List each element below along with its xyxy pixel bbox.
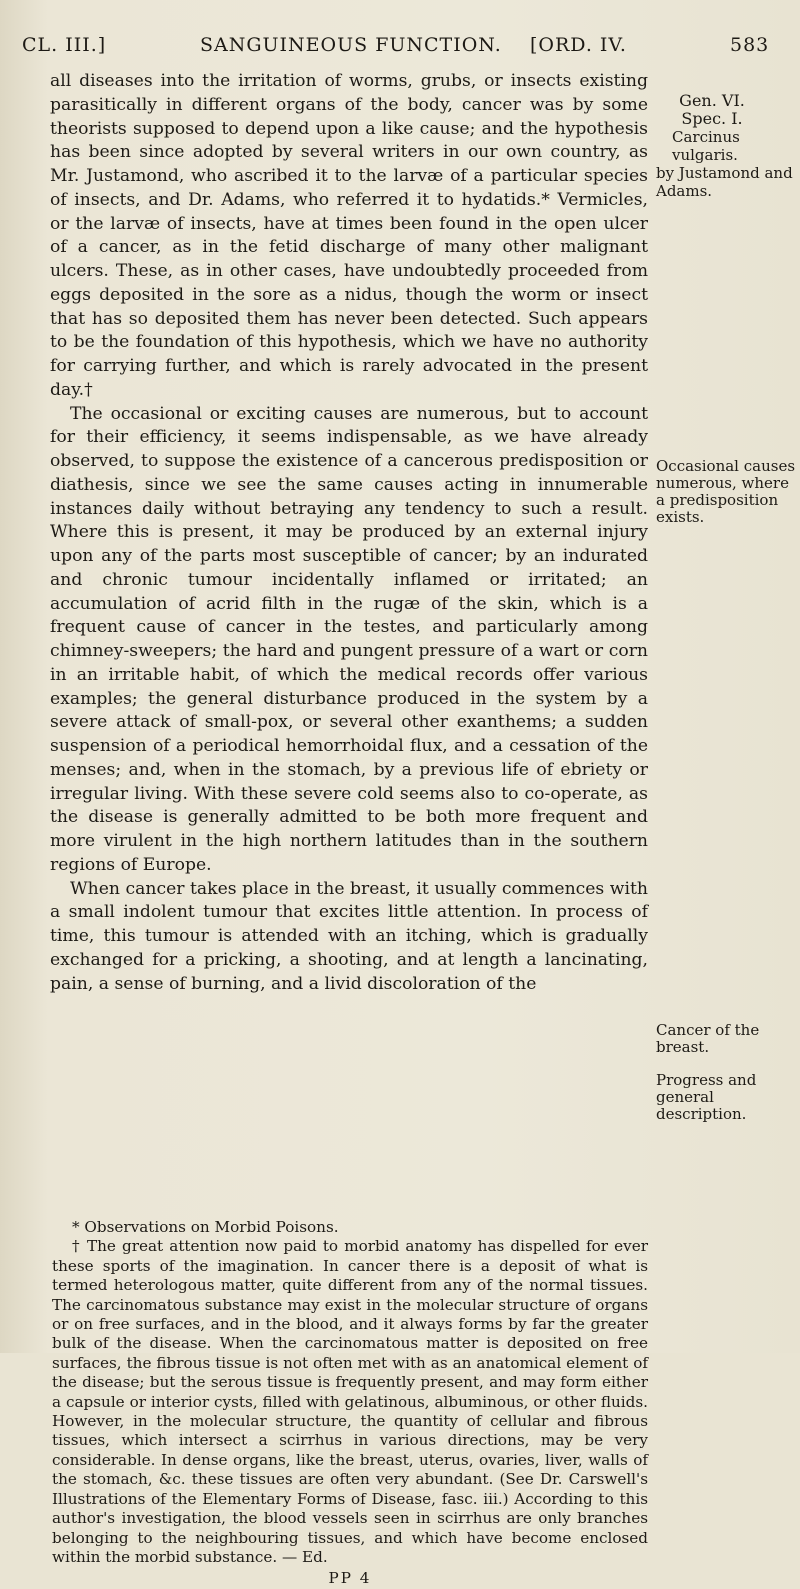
paragraph-hypothesis: all diseases into the irritation of worms, grubs, or insects existing parasitically in different organs of the body, cancer was by some theorists supposed to depend upon a like cause; and the hypothesis has been since adopted by several writers in our own country, as Mr. Justamond, who ascribed it to the larvæ of a particular species of insects, and Dr. Adams, who referred it to hydatids.* Vermicles, or the larvæ of insects, have at times been found in the open ulcer of a cancer, as in the fetid discharge of many other malignant ulcers. These, as in other cases, have undoubtedly proceeded from eggs deposited in the sore as a nidus, though the worm or insect that has so deposited them has never been detected. Such appears to be the foundation of this hypothesis, which we have no authority for carrying further, and which is rarely advocated in the present day.† — [50, 71, 648, 400]
running-header — [22, 34, 792, 64]
paragraph-breast-cancer: When cancer takes place in the breast, it usually commences with a small indolent tumour that excites little attention. In process of time, this tumour is attended with an itching, which is gradually exchanged for a pricking, a shooting, and at length a lancinating, pain, a sense of burning, and a livid discoloration of the — [50, 878, 648, 994]
footnote-1: * Observations on Morbid Poisons. — [72, 1218, 339, 1236]
margin-gen: Gen. VI. — [679, 91, 745, 110]
margin-species-block — [656, 128, 800, 200]
header-class: CL. III.] — [22, 34, 107, 56]
paragraph-occasional-causes: The occasional or exciting causes are numerous, but to account for their efficiency, it seems indispensable, as we have already observed, to suppose the existence of a cancerous predisposition or diathesis, since we see the same causes acting in innumerable instances daily without betraying any tendency to such a result. Where this is present, it may be produced by an external injury upon any of the parts most susceptible of cancer; by an indurated and chronic tumour incidentally inflamed or irritated; an accumulation of acrid filth in the rugæ of the skin, which is a frequent cause of cancer in the testes, and particularly among chimney-sweepers; the hard and pungent pressure of a wart or corn in an irritable habit, of which the medical records offer various examples; the general disturbance produced in the system by a severe attack of small-pox, or several other exanthems; a sudden suspension of a periodical hemorrhoidal flux, and a cessation of the menses; and, when in the stomach, by a previous life of ebriety or irregular living. With these severe cold seems also to co-operate, as the disease is generally admitted to be both more frequent and more virulent in the high northern latitudes than in the southern regions of Europe. — [50, 403, 648, 875]
footnote-2: † The great attention now paid to morbid anatomy has dispelled for ever these sports of the imagination. In cancer there is a deposit of what is termed heterologous matter, quite different from any of the normal tissues. The carcinomatous substance may exist in the molecular structure of organs or on free surfaces, and in the blood, and it always forms by far the greater bulk of the disease. When the carcinomatous matter is deposited on free surfaces, the fibrous tissue is not often met with as an anatomical element of the disease; but the serous tissue is frequently present, and may form either a capsule or interior cysts, filled with gelatinous, albuminous, or other fluids. However, in the molecular structure, the quantity of cellular and fibrous tissues, which intersect a scirrhus in various directions, may be very considerable. In dense organs, like the breast, uterus, ovaries, liver, walls of the stomach, &c. these tissues are often very abundant. (See Dr. Carswell's Illustrations of the Elementary Forms of Disease, fasc. iii.) According to this author's investigation, the blood vessels seen in scirrhus are only branches belonging to the neighbouring tissues, and which have become enclosed within the morbid substance. — Ed. — [52, 1237, 648, 1566]
footnotes — [52, 1218, 648, 1589]
signature-mark: PP 4 — [328, 1569, 372, 1588]
margin-authors: by Justamond and Adams. — [656, 164, 793, 200]
margin-spec: Spec. I. — [681, 109, 743, 128]
margin-cancer-breast: Cancer of the breast. — [656, 1021, 760, 1056]
header-order: [ORD. IV. — [530, 34, 627, 56]
margin-occasional: Occasional causes numerous, where a predisposition exists. — [656, 457, 796, 526]
margin-genus-block — [656, 92, 768, 128]
page-number: 583 — [730, 34, 770, 56]
margin-progress: Progress and general description. — [656, 1071, 757, 1123]
header-title: SANGUINEOUS FUNCTION. — [200, 34, 502, 56]
main-text — [50, 70, 648, 996]
margin-genus-name: Carcinus vulgaris. — [672, 128, 740, 164]
margin-cancer — [656, 1022, 796, 1123]
